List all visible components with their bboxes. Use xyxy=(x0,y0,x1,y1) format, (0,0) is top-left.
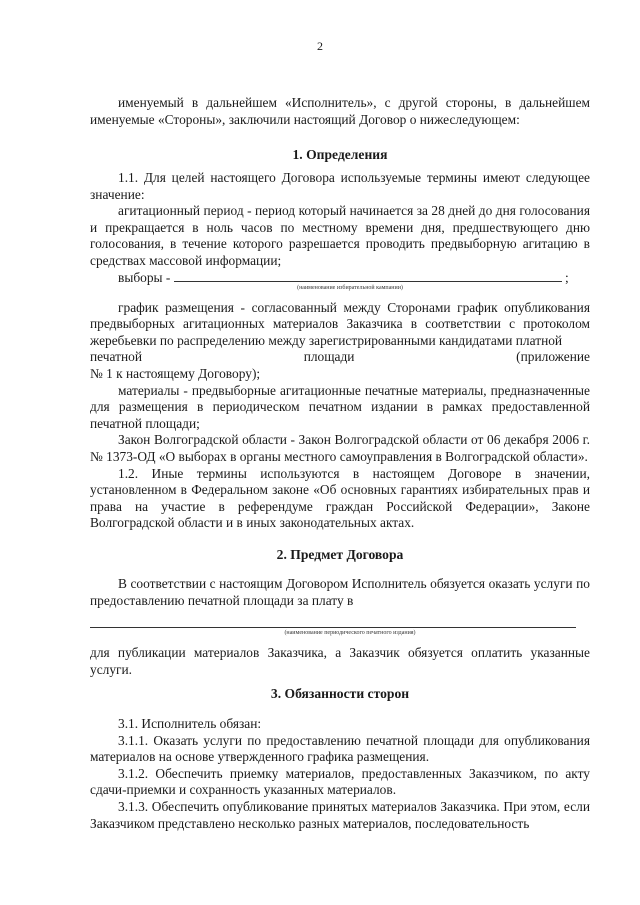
section-2-title: 2. Предмет Договора xyxy=(276,547,404,562)
section-3-body xyxy=(90,716,590,832)
elections-caption: (наименование избирательной кампании) xyxy=(297,284,403,291)
publication-caption: (наименование периодического печатного издания) xyxy=(284,630,416,637)
publication-blank-line xyxy=(90,627,576,628)
section-1-body xyxy=(90,170,590,532)
elections-blank-line xyxy=(174,281,562,282)
section-2-paragraph-1: В соответствии с настоящим Договором Исполнитель обязуется оказать услуги по предоставлению печатной площади за плату в xyxy=(90,576,590,608)
clause-1-1: 1.1. Для целей настоящего Договора используемые термины имеют следующее значение: xyxy=(90,170,590,202)
page-number: 2 xyxy=(317,39,323,53)
definition-schedule: график размещения - согласованный между Сторонами график опубликования предвыборных агитационных материалов Заказчика в соответствии с протоколом жеребьевки по распределению между зарегистрированными кандидатами платной xyxy=(90,299,590,348)
publication-blank xyxy=(90,609,590,639)
definition-elections: выборы - ; (наименование избирательной кампании) xyxy=(118,269,569,291)
intro-paragraph: именуемый в дальнейшем «Исполнитель», с другой стороны, в дальнейшем именуемые «Стороны», заключили настоящий Договор о нижеследующем: xyxy=(90,95,590,127)
definition-agitation-period: агитационный период - период который начинается за 28 дней до дня голосования и прекращается в ноль часов по местному времени дня, предшествующего дню голосования, в течение которого разрешается проводить предвыборную агитацию в средствах массовой информации; xyxy=(90,203,590,268)
section-2-paragraph-2: для публикации материалов Заказчика, а Заказчик обязуется оплатить указанные услуги. xyxy=(90,645,590,677)
definition-materials: материалы - предвыборные агитационные печатные материалы, предназначенные для размещения в периодическом печатном издании в рамках предоставленной печатной площади; xyxy=(90,382,590,431)
definition-schedule-spaced-line: печатной площади (приложение xyxy=(90,349,590,365)
clause-1-2: 1.2. Иные термины используются в настоящем Договоре в значении, установленном в Федеральном законе «Об основных гарантиях избирательных прав и права на участие в референдуме граждан Российской Федерации», Законе Волгоградской области и в иных законодательных актах. xyxy=(90,465,590,531)
section-2-body xyxy=(90,576,590,678)
clause-3-1-1: 3.1.1. Оказать услуги по предоставлению печатной площади для опубликования материалов на основе утвержденного графика размещения. xyxy=(90,732,590,765)
clause-3-1-2: 3.1.2. Обеспечить приемку материалов, предоставленных Заказчиком, по акту сдачи-приемки и сохранность указанных материалов. xyxy=(90,765,590,798)
section-1-title: 1. Определения xyxy=(292,147,388,162)
section-3-title: 3. Обязанности сторон xyxy=(270,686,410,701)
clause-3-1-3: 3.1.3. Обеспечить опубликование принятых материалов Заказчика. При этом, если Заказчиком представлено несколько разных материалов, последовательность xyxy=(90,798,590,831)
clause-3-1: 3.1. Исполнитель обязан: xyxy=(118,716,262,731)
definition-schedule-end: № 1 к настоящему Договору); xyxy=(90,365,261,381)
definition-law: Закон Волгоградской области - Закон Волгоградской области от 06 декабря 2006 г. № 1373-ОД «О выборах в органы местного самоуправления в Волгоградской области». xyxy=(90,432,590,464)
